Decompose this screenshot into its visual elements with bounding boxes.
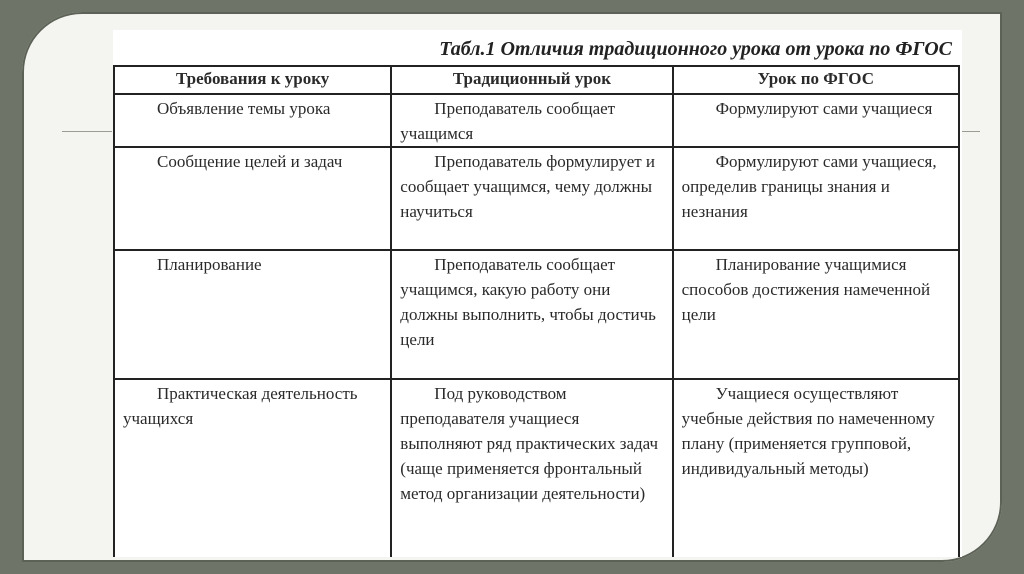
table-image — [113, 30, 962, 557]
table-cell: Учащиеся осуществляют учебные действия по намеченному плану (применяется групповой, индивидуальный методы) — [673, 379, 959, 557]
table-cell: Под руководством преподавателя учащиеся выполняют ряд практических задач (чаще применяется фронтальный метод организации деятельности) — [391, 379, 672, 557]
column-header-fgos: Урок по ФГОС — [673, 66, 959, 94]
slide — [22, 12, 1002, 562]
table-cell: Планирование — [114, 250, 391, 379]
table-cell: Планирование учащимися способов достижения намеченной цели — [673, 250, 959, 379]
header-row — [114, 66, 959, 94]
table-cell: Объявление темы урока — [114, 94, 391, 147]
comparison-table — [113, 65, 960, 557]
table-row — [114, 250, 959, 379]
table-cell: Формулируют сами учащиеся — [673, 94, 959, 147]
table-cell: Преподаватель сообщает учащимся, какую работу они должны выполнить, чтобы достичь цели — [391, 250, 672, 379]
table-cell: Преподаватель сообщает учащимся — [391, 94, 672, 147]
table-cell: Преподаватель формулирует и сообщает учащимся, чему должны научиться — [391, 147, 672, 250]
table-caption: Табл.1 Отличия традиционного урока от урока по ФГОС — [439, 38, 952, 60]
column-header-traditional: Традиционный урок — [391, 66, 672, 94]
table-row — [114, 147, 959, 250]
table-cell: Формулируют сами учащиеся, определив границы знания и незнания — [673, 147, 959, 250]
left-decorative-line — [62, 131, 112, 132]
table-row — [114, 379, 959, 557]
column-header-requirements: Требования к уроку — [114, 66, 391, 94]
table-cell: Сообщение целей и задач — [114, 147, 391, 250]
table-row — [114, 94, 959, 147]
table-cell: Практическая деятельность учащихся — [114, 379, 391, 557]
